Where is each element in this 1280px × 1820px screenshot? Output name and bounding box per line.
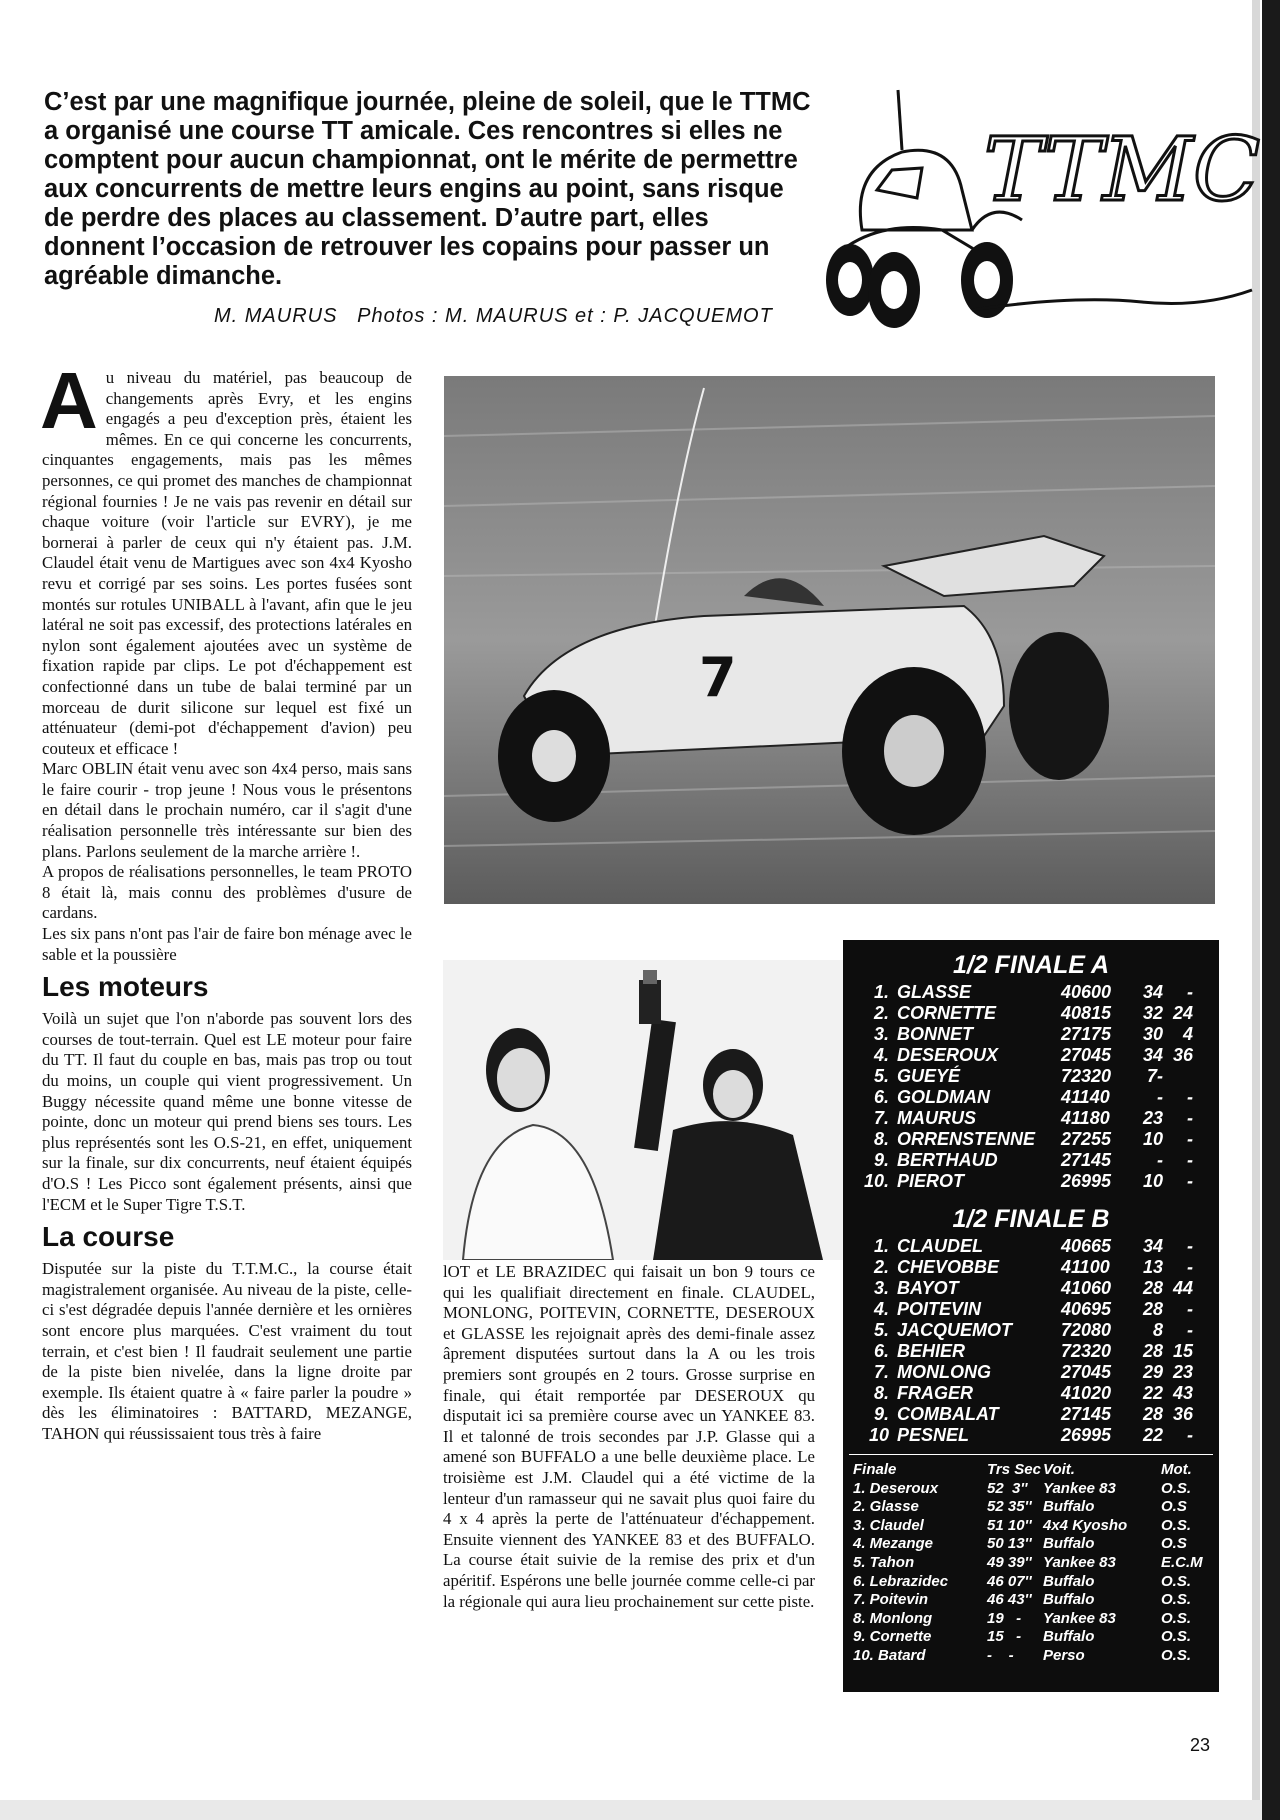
result-num: 40815 [1061,1003,1112,1023]
result-name: BONNET [897,1024,973,1044]
finale-row [843,1480,1219,1499]
finale-name: 8. Monlong [853,1609,933,1627]
finale-mot: O.S [1161,1498,1187,1516]
finale-name: 3. Claudel [853,1516,924,1534]
finale-mot: O.S [1161,1535,1187,1553]
byline: M. MAURUS Photos : M. MAURUS et : P. JACQUEMOT [214,305,773,327]
result-num: 27145 [1061,1404,1112,1424]
finale-time: 51 10'' [987,1516,1032,1534]
finale-header-mot: Mot. [1161,1461,1192,1478]
result-row [843,982,1219,1003]
finale-row [843,1647,1219,1666]
result-num: 41020 [1061,1383,1112,1403]
result-rank: 3. [873,1278,889,1298]
result-row [843,1362,1219,1383]
result-name: MONLONG [897,1362,991,1382]
paragraph-proto8: A propos de réalisations personnelles, le team PROTO 8 était là, mais connu des problèmes d'usure de cardans. [42,862,412,923]
finale-table [843,1480,1219,1666]
finale-header-car: Voit. [1043,1461,1075,1478]
result-rank: 9. [873,1150,889,1170]
result-num: 26995 [1061,1425,1112,1445]
finale-mot: E.C.M [1161,1553,1203,1571]
result-rank: 1. [873,982,889,1002]
result-a: 28 [1142,1278,1163,1298]
finale-mot: O.S. [1161,1646,1192,1664]
result-a: 23 [1142,1108,1163,1128]
car-number: 7 [699,646,737,709]
result-b: 23 [1172,1362,1193,1382]
ttmc-logo [822,80,1262,330]
result-b: 36 [1172,1404,1193,1424]
result-row [843,1404,1219,1425]
finale-car: Yankee 83 [1043,1553,1116,1571]
result-a: 22 [1142,1425,1163,1445]
result-rank: 2. [873,1003,889,1023]
finale-mot: O.S. [1161,1591,1192,1609]
finale-car: Perso [1043,1646,1085,1664]
finale-a-table [843,982,1219,1192]
result-b: 4 [1182,1024,1193,1044]
result-num: 27145 [1061,1150,1112,1170]
result-a: 28 [1142,1404,1163,1424]
result-name: GOLDMAN [897,1087,990,1107]
result-rank: 3. [873,1024,889,1044]
result-b: 36 [1172,1045,1193,1065]
result-row [843,1150,1219,1171]
finale-name: 9. Cornette [853,1628,932,1646]
result-b: - [1187,1236,1193,1256]
result-row [843,1236,1219,1257]
result-b: - [1187,1108,1193,1128]
result-name: DESEROUX [897,1045,999,1065]
result-num: 26995 [1061,1171,1112,1191]
result-num: 72080 [1061,1320,1112,1340]
result-name: GLASSE [897,982,972,1002]
finale-name: 5. Tahon [853,1553,915,1571]
result-name: ORRENSTENNE [897,1129,1036,1149]
drop-cap: A [40,356,98,445]
finale-name: 2. Glasse [853,1498,919,1516]
result-a: 10 [1142,1129,1163,1149]
result-num: 72320 [1061,1066,1112,1086]
result-name: PIEROT [897,1171,965,1191]
result-b: - [1187,1425,1193,1445]
result-rank: 4. [873,1045,889,1065]
result-row [843,1425,1219,1446]
finale-time: 46 07'' [987,1572,1032,1590]
result-name: BERTHAUD [897,1150,998,1170]
result-num: 27045 [1061,1045,1112,1065]
article-column-2: lOT et LE BRAZIDEC qui faisait un bon 9 tours ce qui les qualifiait directement en finale. CLAUDEL, MONLONG, POITEVIN, CORNETTE, DESEROUX et GLASSE les rejoignait après des demi-finale assez âprement disputées surtout dans la A ou les trois premiers sont groupés en 2 tours. Grosse surprise en finale, qui était remportée par DESEROUX qu disputait ici sa première course avec un YANKEE 83. Il et talonné de trois secondes par J.P. Glasse qui a amené son BUFFALO a une belle deuxième place. Le troisième est J.M. Claudel qui a été victime de la lenteur d'un ramasseur qui ne savait plus quoi faire du 4 x 4 après la perte de l'atténuateur d'échappement. Ensuite viennent des YANKEE 83 et des BUFFALO. La course était suivie de la remise des prix et d'un apéritif. Espérons une belle journée comme celle-ci par la régionale qui aura lieu prochainement sur cette piste. [443,1262,815,1611]
finale-car: Buffalo [1043,1498,1095,1516]
finale-name: 10. Batard [853,1646,926,1664]
result-row [843,1045,1219,1066]
finale-car: Yankee 83 [1043,1609,1116,1627]
result-num: 27175 [1061,1024,1112,1044]
finale-b-table [843,1236,1219,1446]
result-a: - [1157,1087,1163,1107]
result-num: 41180 [1061,1108,1110,1128]
result-rank: 5. [873,1066,889,1086]
result-num: 40600 [1061,982,1112,1002]
finale-a-title: 1/2 FINALE A [952,951,1110,979]
photo-rc-buggy [444,376,1215,904]
finale-time: 19 - [987,1609,1022,1627]
result-name: CLAUDEL [897,1236,983,1256]
result-name: BEHIER [897,1341,966,1361]
result-rank: 8. [873,1383,889,1403]
finale-header-name: Finale [853,1461,897,1478]
finale-header [843,1461,1219,1480]
result-rank: 9. [873,1404,889,1424]
heading-moteurs: Les moteurs [42,971,209,1003]
result-rank: 7. [873,1108,889,1128]
result-a: 29 [1142,1362,1163,1382]
result-a: 7- [1146,1066,1163,1086]
paragraph-six-pans: Les six pans n'ont pas l'air de faire bon ménage avec le sable et la poussière [42,924,412,964]
result-a: 34 [1142,1236,1163,1256]
finale-time: 49 39'' [987,1553,1032,1571]
finale-mot: O.S. [1161,1609,1192,1627]
result-b: - [1187,1299,1193,1319]
result-rank: 4. [873,1299,889,1319]
result-name: CORNETTE [897,1003,996,1023]
result-a: 34 [1142,1045,1163,1065]
finale-mot: O.S. [1161,1628,1192,1646]
result-name: GUEYÉ [897,1066,961,1086]
finale-row [843,1628,1219,1647]
result-num: 41060 [1061,1278,1112,1298]
result-b: 24 [1172,1003,1193,1023]
result-rank: 1. [873,1236,889,1256]
result-b: - [1187,982,1193,1002]
result-a: 10 [1142,1171,1163,1191]
finale-row [843,1554,1219,1573]
intro-paragraph: C’est par une magnifique journée, pleine de soleil, que le TTMC a organisé une course TT amicale. Ces rencontres si elles ne comptent pour aucun championnat, ont le mérite de permettre aux concurrents de mettre leurs engins au point, sans risque de perdre des places au classement. D’autre part, elles donnent l’occasion de retrouver les copains pour passer un agréable dimanche. [44,88,811,290]
finale-car: Buffalo [1043,1591,1095,1609]
finale-car: Yankee 83 [1043,1479,1116,1497]
paragraph-moteurs: Voilà un sujet que l'on n'aborde pas souvent lors des courses de tout-terrain. Quel est LE moteur pour faire du TT. Il faut du couple en bas, mais pas trop ou tout du moins, un couple qui vient progressivement. Un Buggy nécessite quand même une bonne vitesse de pointe, donc un moteur qui prend biens ses tours. Les plus représentés sont les O.S-21, en effet, uniquement sur la finale, sur dix concurrents, neuf étaient équipés d'O.S ! Les Picco sont également présents, ainsi que l'ECM et le Super Tigre T.S.T. [42,1009,412,1214]
result-b: - [1187,1150,1193,1170]
result-row [843,1299,1219,1320]
result-b: 15 [1172,1341,1193,1361]
result-rank: 10. [863,1171,889,1191]
finale-row [843,1517,1219,1536]
finale-time: 52 3'' [987,1479,1028,1497]
paragraph-oblin: Marc OBLIN était venu avec son 4x4 perso, mais sans le faire courir - trop jeune ! Nous vous le présentons en détail dans le prochain numéro, car il s'agit d'une réalisation personnelle très intéressante sur bien des plans. Parlons seulement de la marche arrière !. [42,759,412,861]
finale-time: 15 - [987,1628,1022,1646]
result-num: 72320 [1061,1341,1112,1361]
result-rank: 2. [873,1257,889,1277]
result-rank: 10 [868,1425,889,1445]
result-row [843,1383,1219,1404]
article-column-1 [40,356,412,1445]
result-row [843,1024,1219,1045]
finale-car: 4x4 Kyosho [1043,1516,1128,1534]
result-name: BAYOT [897,1278,959,1298]
result-row [843,1257,1219,1278]
finale-mot: O.S. [1161,1572,1192,1590]
page-edge [1262,0,1280,1820]
result-row [843,1320,1219,1341]
result-num: 41140 [1061,1087,1110,1107]
result-a: - [1157,1150,1163,1170]
heading-course: La course [42,1221,175,1253]
finale-b-title: 1/2 FINALE B [952,1205,1110,1233]
finale-car: Buffalo [1043,1535,1095,1553]
result-rank: 6. [873,1341,889,1361]
result-b: - [1187,1129,1193,1149]
result-name: MAURUS [897,1108,976,1128]
result-row [843,1129,1219,1150]
result-rank: 6. [873,1087,889,1107]
photo-trophy-winners [443,960,843,1260]
result-name: FRAGER [897,1383,973,1403]
result-name: CHEVOBBE [897,1257,1000,1277]
finale-car: Buffalo [1043,1628,1095,1646]
result-b: 44 [1172,1278,1193,1298]
result-name: COMBALAT [897,1404,999,1424]
result-a: 32 [1142,1003,1163,1023]
result-row [843,1341,1219,1362]
result-num: 27045 [1061,1362,1112,1382]
finale-time: 50 13'' [987,1535,1032,1553]
result-name: JACQUEMOT [897,1320,1013,1340]
result-num: 40665 [1061,1236,1112,1256]
result-row [843,1108,1219,1129]
result-b: - [1187,1171,1193,1191]
result-a: 28 [1142,1299,1163,1319]
result-num: 40695 [1061,1299,1112,1319]
result-row [843,1278,1219,1299]
result-a: 28 [1142,1341,1163,1361]
result-b: 43 [1172,1383,1193,1403]
result-rank: 7. [873,1362,889,1382]
result-rank: 8. [873,1129,889,1149]
finale-time: 52 35'' [987,1498,1032,1516]
result-a: 30 [1142,1024,1163,1044]
finale-row [843,1535,1219,1554]
result-row [843,1066,1219,1087]
paragraph-materiel: u niveau du matériel, pas beaucoup de changements après Evry, et les engins engagés a peu d'exception près, étaient les mêmes. En ce qui concerne les concurrents, cinquantes engagements, mais pas les mêmes personnes, ce qui promet des manches de championnat régional fournies ! Je ne vais pas revenir en détail sur chaque voiture (voir l'article sur EVRY), je me bornerai à parler de ceux qui n'y étaient pas. J.M. Claudel était venu de Martigues avec son 4x4 Kyosho revu et corrigé par ses soins. Les portes fusées sont montés sur rotules UNIBALL à l'avant, afin que le jeu latéral ne soit pas excessif, des protections latérales en nylon sont également ajoutées avec un système de fixation rapide par clips. Le pot d'échappement est confectionné dans un tube de balai terminé par un morceau de durit silicone sur lequel est fixé un atténuateur (demi-pot d'échappement d'avion) peu couteux et efficace ! [42,368,412,758]
result-a: 13 [1142,1257,1163,1277]
result-row [843,1171,1219,1192]
result-rank: 5. [873,1320,889,1340]
result-b: - [1187,1087,1193,1107]
finale-time: - - [987,1646,1014,1664]
result-a: 34 [1142,982,1163,1002]
finale-name: 1. Deseroux [853,1479,939,1497]
result-row [843,1087,1219,1108]
finale-name: 7. Poitevin [853,1591,929,1609]
finale-car: Buffalo [1043,1572,1095,1590]
finale-row [843,1498,1219,1517]
result-b: - [1187,1320,1193,1340]
result-num: 27255 [1061,1129,1112,1149]
result-b: - [1187,1257,1193,1277]
result-name: POITEVIN [897,1299,982,1319]
finale-row [843,1591,1219,1610]
logo-text: TTMC [983,118,1261,221]
page-number: 23 [1190,1735,1211,1755]
paragraph-course: Disputée sur la piste du T.T.M.C., la course était magistralement organisée. Au niveau de la piste, celle-ci s'est dégradée depuis l'année dernière et les ornières sont encore plus marquées. C'est vraiment du tout terrain, et c'est bien ! Il faudrait seulement une partie de la piste bien nivelée, dans la ligne droite par exemple. Ils étaient quatre à « faire parler la poudre » dès les éliminatoires : BATTARD, MEZANGE, TAHON qui réussissaient tous très à faire [42,1259,412,1443]
finale-name: 4. Mezange [853,1535,934,1553]
finale-header-time: Trs Sec [987,1461,1041,1478]
finale-time: 46 43'' [987,1591,1032,1609]
finale-row [843,1573,1219,1592]
results-divider [849,1454,1213,1455]
finale-mot: O.S. [1161,1479,1192,1497]
result-a: 8 [1152,1320,1163,1340]
results-box [843,940,1219,1692]
finale-name: 6. Lebrazidec [853,1572,949,1590]
result-row [843,1003,1219,1024]
scan-bottom-strip [0,1800,1262,1820]
finale-mot: O.S. [1161,1516,1192,1534]
result-num: 41100 [1061,1257,1110,1277]
finale-row [843,1610,1219,1629]
result-name: PESNEL [897,1425,970,1445]
result-a: 22 [1142,1383,1163,1403]
